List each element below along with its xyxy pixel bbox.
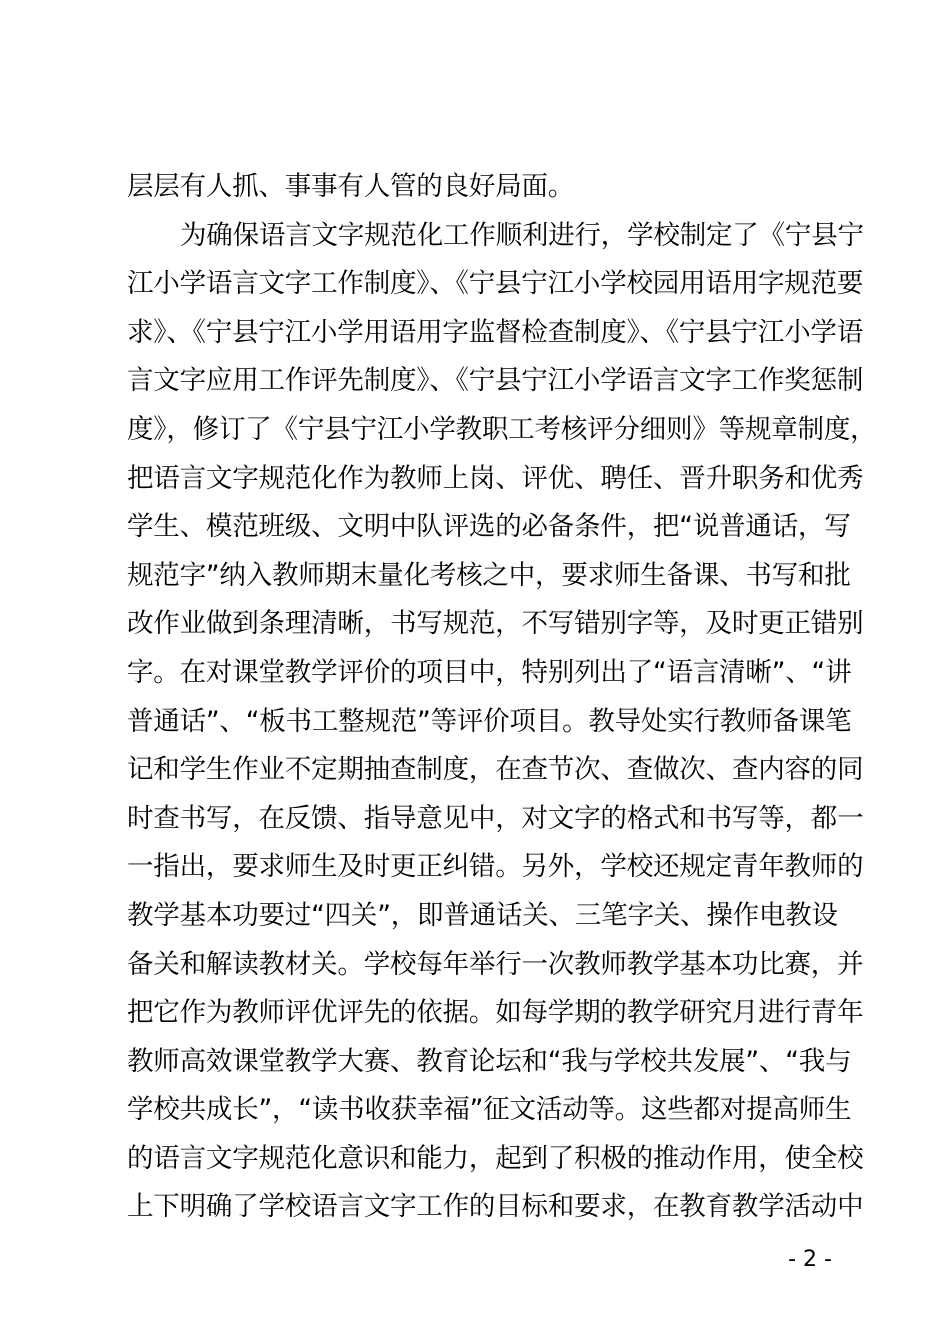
text-line: 把它作为教师评优评先的依据。如每学期的教学研究月进行青年 xyxy=(127,997,864,1029)
text-line: 度》，修订了《宁县宁江小学教职工考核评分细则》等规章制度， xyxy=(127,413,877,445)
text-line: 江小学语言文字工作制度》、《宁县宁江小学校园用语用字规范要 xyxy=(127,268,864,300)
text-line: 学校共成长”，“读书收获幸福”征文活动等。这些都对提高师生 xyxy=(127,1094,852,1126)
text-line: 普通话”、“板书工整规范”等评价项目。教导处实行教师备课笔 xyxy=(127,705,852,737)
text-line: 一指出，要求师生及时更正纠错。另外，学校还规定青年教师的 xyxy=(127,851,864,883)
text-line: 教师高效课堂教学大赛、教育论坛和“我与学校共发展”、“我与 xyxy=(127,1045,852,1077)
text-line: 层层有人抓、事事有人管的良好局面。 xyxy=(127,171,575,202)
text-line-paragraph-start: 为确保语言文字规范化工作顺利进行，学校制定了《宁县宁 xyxy=(180,219,864,251)
text-line: 学生、模范班级、文明中队评选的必备条件，把“说普通话，写 xyxy=(127,511,851,543)
text-line: 的语言文字规范化意识和能力，起到了积极的推动作用，使全校 xyxy=(127,1142,864,1174)
text-line: 言文字应用工作评先制度》、《宁县宁江小学语言文字工作奖惩制 xyxy=(127,365,864,397)
body-text xyxy=(127,163,877,1232)
text-line: 时查书写，在反馈、指导意见中，对文字的格式和书写等，都一 xyxy=(127,802,864,834)
text-line: 记和学生作业不定期抽查制度，在查节次、查做次、查内容的同 xyxy=(127,754,864,786)
text-line: 规范字”纳入教师期末量化考核之中，要求师生备课、书写和批 xyxy=(127,559,851,591)
text-line: 改作业做到条理清晰，书写规范，不写错别字等，及时更正错别 xyxy=(127,608,864,640)
text-line: 教学基本功要过“四关”，即普通话关、三笔字关、操作电教设 xyxy=(127,899,838,931)
text-line: 字。在对课堂教学评价的项目中，特别列出了“语言清晰”、“讲 xyxy=(127,656,852,688)
text-line: 求》、《宁县宁江小学用语用字监督检查制度》、《宁县宁江小学语 xyxy=(127,316,863,348)
text-line: 备关和解读教材关。学校每年举行一次教师教学基本功比赛，并 xyxy=(127,948,864,980)
text-line: 把语言文字规范化作为教师上岗、评优、聘任、晋升职务和优秀 xyxy=(127,462,864,494)
text-line: 上下明确了学校语言文字工作的目标和要求，在教育教学活动中 xyxy=(127,1191,864,1223)
page-number: - 2 - xyxy=(788,1247,832,1272)
